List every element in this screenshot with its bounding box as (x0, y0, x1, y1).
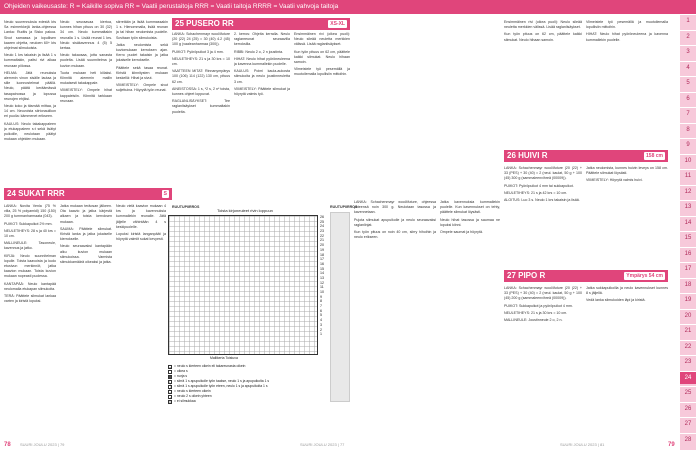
legend-text: = neulo 2 s oikein yhteen (174, 394, 212, 398)
paragraph: Ensimmäinen rivi (oikea puoli): Neulo sileää neuletta merkkien välissä. Lisää raglanlisäykset. (294, 32, 350, 47)
row-number: 1 (320, 332, 322, 337)
sidebar-tab-17[interactable]: 17 (680, 262, 696, 275)
size-badge: XS-XL (330, 21, 345, 27)
sidebar-tab-10[interactable]: 10 (680, 154, 696, 167)
sidebar-tab-28[interactable]: 28 (680, 433, 696, 446)
section-25-header (172, 18, 350, 30)
paragraph: VIIMEISTELY: Höyrytä valmis huivi. (586, 178, 643, 183)
paragraph: Jatka neulomista sekä kuviomukaan kerroksen ajan. Kerro puolet takaisin ja jatka jokaiselle kerrokselle. (116, 42, 168, 63)
paragraph: Viimeistele työ pesemällä ja muotoilemalla lopullisiin mittoihin. (294, 67, 350, 77)
paragraph: Neulo vielä kaavion mukaan 4 krs ja kavennuksia kummallekin reunalle. Jätä jäljelle vähintään 4 s keskipuolelle. (116, 204, 166, 229)
paragraph: HIHAT: Neulo hihat pyöröneuleena ja kavenna kummallekin puolelle. (234, 56, 290, 67)
section-26-column-2 (586, 166, 668, 266)
chart-row-numbers (320, 215, 324, 337)
paragraph: Ompele saumat ja höyrytä. (440, 230, 483, 235)
sidebar-tab-14[interactable]: 14 (680, 216, 696, 229)
row-number: 3 (320, 322, 322, 327)
symbol-icon: ╲ (169, 380, 171, 385)
paragraph: TERÄ: Päättele silmukat lankaa varten ja kiristä lopuksi. (4, 294, 56, 304)
page-footer (0, 440, 696, 450)
paragraph: Jatka mukaan teräosan jälkeen. Ota kaavio ja jatka kärjestä alkaen ja toista kerroksen mukaan. (60, 204, 112, 224)
row-number: 23 (320, 229, 324, 234)
left-column-1 (4, 20, 56, 185)
paragraph: LANKA: Schachenmayr wool4future (20 (22) + 33 (PES) + 30 (40) = 2 (neul. kaulat, 50 g + 100 (45) 300 g (sammaleenvihreä (00009)). (504, 166, 582, 181)
sidebar-tab-21[interactable]: 21 (680, 324, 696, 337)
left-column-2 (60, 20, 112, 185)
section-title: 25 PUSERO (175, 19, 223, 28)
row-number: 20 (320, 243, 324, 248)
chart-repeat-label: Mallikerta Toistuva (210, 356, 238, 360)
footer-left: SUURI JOULU 2023 | 79 (20, 442, 65, 447)
legend-text: = ei silmukkaa (174, 399, 196, 403)
legend-text: = siirrä 1 s apupuikolle työn taakse, neulo 1 s ja apupuikolta 1 s (174, 379, 270, 383)
row-number: 22 (320, 233, 324, 238)
sidebar-tab-20[interactable]: 20 (680, 309, 696, 322)
paragraph: Neulo seuraavaksi kantapään alku kuvion mukaan silmukoissa. Varmista silmukkamäärä oikeaksi ja jatka. (60, 244, 112, 265)
paragraph: KANTAPÄÄ: Neulo kantapää neulomalla etukapan silmukoita. (4, 281, 56, 291)
difficulty-rating: RR (222, 19, 234, 28)
difficulty-rating: R (539, 271, 546, 280)
sidebar-tab-18[interactable]: 18 (680, 278, 696, 291)
section-title: 27 PIPO (507, 271, 540, 280)
row-number: 17 (320, 257, 324, 262)
row-number: 25 (320, 219, 324, 224)
paragraph: LANKA: Novita Venla (75 % villa, 25 % polyamidi) 150 (150) 200 g tummanharmaata (043). (4, 204, 56, 219)
paragraph: Lopuksi kiristä langanpäät ja höyrytä valmiit sukat kevyesti. (116, 232, 166, 242)
sidebar-tab-19[interactable]: 19 (680, 293, 696, 306)
sidebar-tab-12[interactable]: 12 (680, 185, 696, 198)
section-27-header (504, 270, 668, 282)
right-top-column-2 (586, 20, 668, 145)
row-number: 2 (320, 327, 322, 332)
row-number: 18 (320, 252, 324, 257)
symbol-icon: × (169, 390, 171, 395)
paragraph: siirretään ja lisää kummassakin 1 s. Hienommalla, lisää reunan ja tai hihan neulomista puolelle. Sovitaan työn silmukoista. (116, 20, 168, 40)
section-24-column-2 (60, 204, 112, 434)
section-26-header (504, 150, 668, 162)
page-number-right: 79 (668, 442, 675, 448)
symbol-icon: ꝏ (169, 365, 173, 370)
symbol-icon (168, 370, 172, 374)
sidebar-tab-26[interactable]: 26 (680, 402, 696, 415)
sidebar-tab-13[interactable]: 13 (680, 200, 696, 213)
paragraph: LANKA: Schachenmayr wool4future (20 (22) + 33 (PES) + 30 (40) = 2 (neul. kaulat, 50 g + 100 (45) 200 g (sammaleenvihreä (00009)). (504, 286, 582, 301)
sidebar-tab-6[interactable]: 6 (680, 92, 696, 105)
difficulty-rating: RRR (47, 189, 65, 198)
sidebar-tab-7[interactable]: 7 (680, 107, 696, 120)
paragraph: KAULUS: Neulo takakappaleen ja etukappaleen s:t sekä lisätyt puikoille, neulotaan päätyt mukaan ohjeiden mukaan. (4, 121, 56, 142)
paragraph: Neulo seuraavaa kiertoa, kunnes hihan pituus on 30 (32) 34 cm. Neulo kummaltakin reunalla 1 s. Lisää reunat 1 krs. Neulo sisäkavennus 4 (5) 5 kertaa. (60, 20, 112, 51)
page-header-bar (0, 0, 696, 14)
size-badge: S (163, 191, 167, 197)
paragraph: NEULETIHEYS: 21 s ja 30 krs = 10 cm. (504, 310, 568, 315)
paragraph: Neulo hihat tasossa ja saumaa ne lopuksi kiinni. (440, 217, 500, 227)
sidebar-tab-9[interactable]: 9 (680, 138, 696, 151)
row-number: 4 (320, 318, 322, 323)
paragraph: PUIKOT: Pyöröpuikot 4 mm tai sukkapuikot. (504, 183, 574, 188)
symbol-icon: ╱ (169, 385, 171, 390)
row-number: 8 (320, 299, 322, 304)
row-number: 12 (320, 280, 324, 285)
section-25-column-2 (234, 32, 290, 202)
middle-right-column-1 (354, 200, 436, 430)
sidebar-tab-15[interactable]: 15 (680, 231, 696, 244)
legend-text: = neulo s kierteen oikein (174, 389, 211, 393)
chart-title: Toista kirjoneuleet rivin loppuun (217, 208, 273, 213)
paragraph: KIRJA: Neulo suunnitelman lopulle. Toista kaavoista ja kudo etusivun merkinnöt, jatka kaavion mukaan. Toista kuvion mukaan nopeasti puolessa. (4, 253, 56, 279)
paragraph: SAUMA: Päättele silmukat. Kiristä lanka ja jatka jokaiselle kierrokselle. (60, 226, 112, 242)
row-number: 10 (320, 290, 324, 294)
paragraph: 2. kerros: Ohjeita kerralla. Neulo raglanreunat seuraavilla kerroksilla. (234, 32, 290, 47)
paragraph: Tuota mukaan heti kiilaksi. Kiinnitä aiemmin mallin mukaisesti takakappale. (60, 70, 112, 86)
paragraph: PUIKOT: Sukkapuikot ja pyöröpuikot 4 mm. (504, 303, 573, 308)
section-27-column-1 (504, 286, 582, 432)
row-number: 5 (320, 313, 322, 318)
size-badge: 158 cm (646, 153, 663, 159)
sidebar-tab-3[interactable]: 3 (680, 45, 696, 58)
sidebar-tab-5[interactable]: 5 (680, 76, 696, 89)
difficulty-rating: R (541, 151, 548, 160)
middle-right-column-2 (440, 200, 500, 430)
paragraph: Neulo takaosaa, jotta sanasta puolelta. Lisää suunnitelma ja kuvion mukaan. (60, 53, 112, 68)
sidebar-tab-22[interactable]: 22 (680, 340, 696, 353)
sidebar-tab-23[interactable]: 23 (680, 355, 696, 368)
sidebar-tab-27[interactable]: 27 (680, 417, 696, 430)
paragraph: Ensimmäinen rivi (oikea puoli): Neulo sileää neuletta merkkien välissä. Lisää raglanlisäykset. (504, 20, 582, 30)
legend-text: = nurja s (174, 374, 188, 378)
paragraph: NEULETIHEYS: 21 s ja 30 krs = 10 cm. (172, 56, 230, 67)
section-25-column-3 (294, 32, 350, 202)
paragraph: AINEISTOSSA: 1 s, *2 s, 2 n* toista, kunnes ohjeet loppuvat. (172, 86, 230, 97)
symbol-icon: / (169, 395, 171, 400)
paragraph: LANKA: Schachenmayr wool4future, ohjeessa yhteensä noin 300 g. Neulotaan tasossa ja kavennetaan. (354, 200, 436, 215)
row-number: 26 (320, 215, 324, 219)
page-number-left: 78 (4, 442, 11, 448)
legend-text: = oikea s (174, 369, 188, 373)
section-26-column-1 (504, 166, 582, 266)
sidebar-tab-1[interactable]: 1 (680, 14, 696, 27)
paragraph: Kun työn pituus on noin 40 cm, siirry hihoihin ja neulo erikseen. (354, 230, 436, 240)
row-number: 11 (320, 285, 324, 290)
symbol-icon (168, 400, 172, 404)
paragraph: VIIMEISTELY: Päättele silmukat ja höyrytä valmis työ. (234, 86, 290, 97)
paragraph: Pujota silmukat apupuikolle ja neulo seuraavaksi raglanlinjat. (354, 217, 436, 227)
knitting-chart-grid (168, 215, 318, 355)
paragraph: PUIKOT: Sukkapuikot 2½ mm. (4, 221, 53, 226)
paragraph: Vedä lanka silmukoiden läpi ja kiristä. (586, 298, 646, 303)
right-top-column-1 (504, 20, 582, 145)
paragraph: VIIMEISTELY: Ompele hihat kappaleisiin. Kiinnitä tarkkaan reunaan. (60, 88, 112, 103)
paragraph: HELMA: Jätä reunuksia aiemmin vinon sisälle lautaa ja sille luonnostelmat päällä. Neulo, päätä keräämässä tasapainossa ja lopussa reunojen ehjiksi. (4, 70, 56, 101)
row-number: 9 (320, 294, 322, 299)
row-number: 16 (320, 261, 324, 266)
paragraph: Neulo 1 krs takaisin ja lisää 1 s kummaltakin, paitsi rivi alkaa reunaan piilossa. (4, 53, 56, 68)
sidebar-tab-8[interactable]: 8 (680, 123, 696, 136)
legend-text: = neulo s kierteen oikein eli takareunasta oikein (174, 364, 246, 368)
chart-note-2: RUUTUPIIRROS (330, 205, 358, 209)
sidebar-tab-11[interactable]: 11 (680, 169, 696, 182)
paragraph: Jatka neulomista, kunnes huivin leveys on 158 cm. Päättele silmukat löysästi. (586, 166, 668, 176)
paragraph: NEULETIHEYS: 28 s ja 40 krs = 10 cm. (4, 228, 56, 239)
sidebar-tabs (680, 14, 696, 450)
sidebar-tab-24[interactable]: 24 (680, 371, 696, 384)
paragraph: KAULUS: Poimi kaula-aukosta silmukoita ja neulo joustinneuletta 3 cm. (234, 69, 290, 84)
section-24-header (4, 188, 172, 200)
paragraph: HIHAT: Neulo hihat pyöröneuleena ja kavenna kummallekin puolelle. (586, 32, 668, 42)
section-24-column-3 (116, 204, 166, 434)
footer-right: SUURI JOULU 2023 | 81 (560, 442, 605, 447)
paragraph: LANKA: Schachenmayr wool4future (20 (22) 24 (25) = 30 (40) 4.2 (45) 100 g (vaaleanharmaa (300)). (172, 32, 230, 47)
sidebar-tab-25[interactable]: 25 (680, 386, 696, 399)
pattern-photo (330, 212, 350, 402)
section-title: 26 HUIVI (507, 151, 542, 160)
paragraph: Viimeistele työ pesemällä ja muotoilemalla lopullisiin mittoihin. (586, 20, 668, 30)
paragraph: RAGLANLISÄYKSET: Tee raglanlisäykset kummaltakin puolelta. (172, 99, 230, 114)
paragraph: Neulo suurennuksia edestä kts Sa esimerkkejä lanka-ohjeessa Lanka: Rudtis ja Sisko pakoa. Sivut samassa ja lopullisen kaaren ohjetta, neuloen 60+ kts ohjelmat silmukoista. (4, 20, 56, 51)
footer-center: SUURI JOULU 2023 | 77 (300, 442, 345, 447)
difficulty-legend: Ohjeiden vaikeusaste: R = Kaikille sopiva RR = Vaatii perustaitoja RRR = Vaatii taitoja RRRR = Vaatii vahvoja taitoja (4, 3, 339, 10)
paragraph: VAATTEEN MITAT: Rinnanympärys 100 (106) 114 (122) 130 cm, pituus 62 cm. (172, 69, 230, 84)
left-column-3 (116, 20, 168, 185)
chart-legend (168, 364, 323, 404)
paragraph: MALLINEULE: Joustinneule 2 o, 2 n. (504, 318, 563, 323)
legend-text: = siirrä 1 s apupuikolle työn eteen, neulo 1 s ja apupuikolta 1 s (174, 384, 268, 388)
row-number: 19 (320, 247, 324, 252)
legend-item (168, 399, 323, 404)
row-number: 21 (320, 238, 324, 243)
paragraph: Jatka sukkapuikoilla ja neulo kavennukset kunnes 8 s jäljellä. (586, 286, 668, 296)
section-25-column-1 (172, 32, 230, 192)
row-number: 6 (320, 308, 322, 313)
sidebar-tab-2[interactable]: 2 (680, 30, 696, 43)
sidebar-tab-16[interactable]: 16 (680, 247, 696, 260)
sidebar-tab-4[interactable]: 4 (680, 61, 696, 74)
size-badge: Ympärys 54 cm (626, 273, 663, 279)
paragraph: RIBBI: Neulo 2 o, 2 n joustinta. (234, 49, 284, 54)
row-number: 14 (320, 271, 324, 276)
row-number: 7 (320, 304, 322, 309)
paragraph: ALOITUS: Luo 3 s. Neulo 1 krs takaisin ja lisää. (504, 198, 580, 203)
paragraph: VIIMEISTELY: Ompele sivut suljettuina. Höyrytä työn reunat. (116, 83, 168, 93)
section-24-column-1 (4, 204, 56, 434)
paragraph: Kun työn pituus on 62 cm, päättele kaikki silmukat. Neulo hihaan samoin. (504, 32, 582, 42)
paragraph: Päättele sekä tasaa reunat. Kiristä kiinnitysten mukaan keskellä: Hihat ja sivut. (116, 65, 168, 81)
paragraph: Kun työn pituus on 62 cm, päättele kaikki silmukat. Neulo hihaan samoin. (294, 49, 350, 65)
section-title: 24 SUKAT (7, 189, 48, 198)
section-27-column-2 (586, 286, 668, 432)
row-number: 13 (320, 275, 324, 280)
paragraph: MALLINEULE: Tasoneule, kavennus ja jatko. (4, 241, 56, 251)
paragraph: PUIKOT: Pyöröpuikot 3 ja 4 mm. (172, 49, 224, 54)
paragraph: NEULETIHEYS: 21 s ja 42 krs = 10 cm. (504, 190, 568, 195)
chart-note: RUUTUPIIRROS (172, 205, 200, 209)
row-number: 24 (320, 224, 324, 229)
paragraph: Jatka kavennuksia kummallekin puolelle. Kun kavennukset on tehty, päättele silmukat löysästi. (440, 200, 500, 215)
row-number: 15 (320, 266, 324, 271)
symbol-icon (168, 375, 172, 379)
paragraph: Neulo koko ja täsmää mittaa, ja 14 cm. Neuvoista siirtonaulikon eri puolia: kämmenet erikseen. (4, 104, 56, 119)
